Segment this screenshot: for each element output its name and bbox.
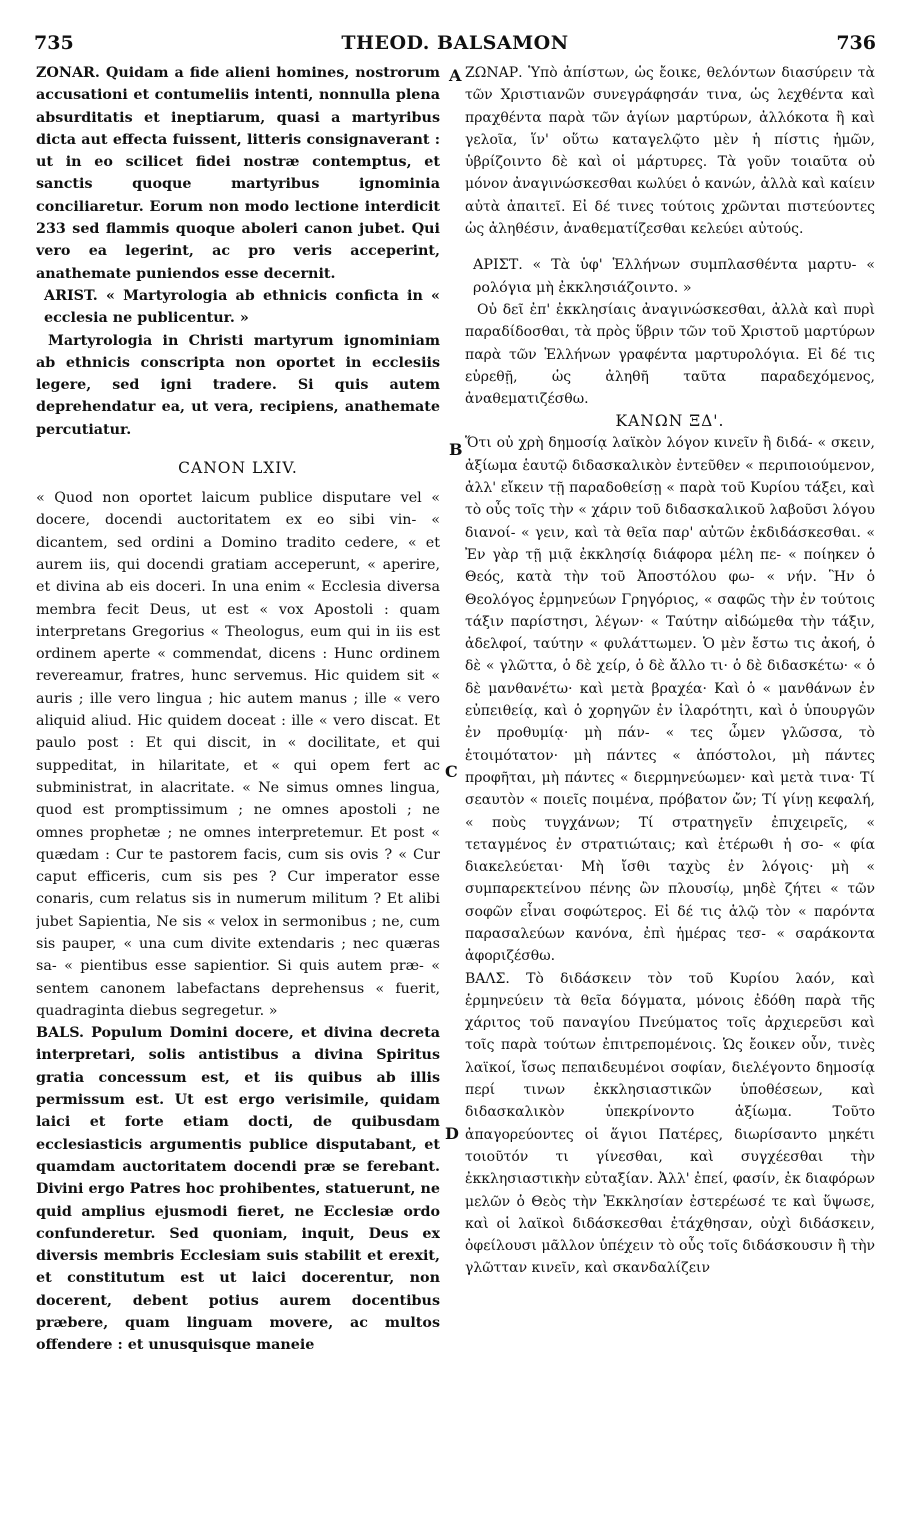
- page-number-left: 735: [34, 32, 74, 54]
- running-title: THEOD. BALSAMON: [341, 32, 569, 54]
- page-number-right: 736: [836, 32, 876, 54]
- latin-bals-commentary: BALS. Populum Domini docere, et divina decreta interpretari, solis antistibus a divina Spiritus gratia concessum est, et iis quibus ab illis permissum est. Ut est ergo verisimile, quidam laici et forte etiam docti, de quibusdam ecclesiasticis argumentis publice disputabant, et quamdam auctoritatem docendi præ se ferebant. Divini ergo Patres hoc prohibentes, statuerunt, ne quid amplius ejusmodi fieret, ne Ecclesiæ ordo confunderetur. Sed quoniam, inquit, Deus ex diversis membris Ecclesiam suis stabilit et erexit, et constitutum est ut laici docerentur, non docerent, debent potius aurem docentibus præbere, quam linguam movere, ac multos offendere : et unusquisque maneie: [36, 1025, 440, 1354]
- latin-canon-title: CANON LXIV.: [178, 459, 298, 478]
- greek-zonar-commentary: ΖΩΝΑΡ. Ὑπὸ ἀπίστων, ὡς ἔοικε, θελόντων διασύρειν τὰ τῶν Χριστιανῶν συνεγράφησάν τινα, ὡς λεχθέντα καὶ πραχθέντα παρὰ τῶν ἁγίων μαρτύρων, ἀλλόκοτα ἢ καὶ γελοῖα, ἵν' οὕτω καταγελῷτο μὲν ἡ πίστις ἡμῶν, ὑβρίζοιντο δὲ καὶ οἱ μάρτυρες. Τὰ γοῦν τοιαῦτα οὐ μόνον ἀναγινώσκεσθαι κωλύει ὁ κανών, ἀλλὰ καὶ καίειν αὐτὰ ἀπαιτεῖ. Εἰ δέ τινες τούτοις χρῶνται πιστεύοντες ὡς ἀληθέσιν, ἀναθεματίζεσθαι κελεύει αὐτούς.: [465, 65, 875, 238]
- greek-column: [465, 62, 875, 1532]
- greek-arist-heading: ΑΡΙΣΤ. « Τὰ ὑφ' Ἑλλήνων συμπλασθέντα μαρτυ- « ρολόγια μὴ ἐκκλησιάζοιντο. »: [473, 257, 875, 296]
- margin-letter-d: D: [445, 1124, 459, 1143]
- latin-zonar-commentary: ZONAR. Quidam a fide alieni homines, nostrorum accusationi et contumeliis intenti, nonnulla plena absurditatis et ineptiarum, quasi a martyribus dicta aut effecta fuissent, litteris consignaverant : ut in eo scilicet fidei nostræ contemptus, et sanctis quoque martyribus ignominia conciliaretur. Eorum non modo lectione interdicit 233 sed flammis quoque aboleri canon jubet. Qui vero ea legerint, ac pro veris acceperint, anathemate puniendos esse decernit.: [36, 65, 440, 282]
- margin-letter-a: A: [449, 66, 462, 85]
- greek-arist-text: Οὐ δεῖ ἐπ' ἐκκλησίαις ἀναγινώσκεσθαι, ἀλλὰ καὶ πυρὶ παραδίδοσθαι, τὰ πρὸς ὕβριν τῶν τοῦ Χριστοῦ μαρτύρων παρὰ τῶν Ἑλλήνων γραφέντα μαρτυρολόγια. Εἰ δέ τις εὑρεθῇ, ὡς ἀληθῆ ταῦτα παραδεχόμενος, ἀναθεματιζέσθω.: [465, 301, 875, 408]
- latin-canon-text: « Quod non oportet laicum publice disputare vel « docere, docendi auctoritatem ex eo sibi vin- « dicantem, sed ordini a Domino tradito cedere, « et aurem iis, qui docendi gratiam acceperunt, « aperire, et divina ab eis doceri. In una enim « Ecclesia diversa membra fecit Deus, ut est « vox Apostoli : quam interpretans Gregorius « Theologus, eum qui in iis est ordinem aperte « commendat, dicens : Hunc ordinem revereamur, fratres, hunc servemus. Hic quidem sit « auris ; ille vero lingua ; hic autem manus ; ille « vero aliquid aliud. Hic quidem doceat : ille « vero discat. Et paulo post : Et qui discit, in « docilitate, et qui suppeditat, in hilaritate, et « qui opem fert ac subministrat, in alacritate. « Ne simus omnes lingua, quod est promptissimum ; ne omnes apostoli ; ne omnes prophetæ ; ne omnes interpretemur. Et post « quædam : Cur te pastorem facis, cum sis ovis ? « Cur caput efficeris, cum sis pes ? Cur imperator esse conaris, cum relatus sis in numerum militum ? Et alibi jubet Sapientia, Ne sis « velox in sermonibus ; ne, cum sis pauper, « una cum divite extendaris ; nec quæras sa- « pientibus esse sapientior. Si quis autem præ- « sentem canonem labefactans deprehensus « fuerit, quadraginta diebus segregetur. »: [36, 490, 440, 1019]
- latin-arist-text: Martyrologia in Christi martyrum ignominiam ab ethnicis conscripta non oportet in ecclesiis legere, sed igni tradere. Si quis autem deprehendatur ea, ut vera, recipiens, anathemate percutiatur.: [36, 332, 440, 438]
- greek-canon-text: Ὅτι οὐ χρὴ δημοσίᾳ λαϊκὸν λόγον κινεῖν ἢ διδά- « σκειν, ἀξίωμα ἑαυτῷ διδασκαλικὸν ἐντεῦθεν « περιποιούμενον, ἀλλ' εἴκειν τῇ παραδοθείσῃ « παρὰ τοῦ Κυρίου τάξει, καὶ τὸ οὖς τοῖς τὴν « χάριν τοῦ διδασκαλικοῦ λαβοῦσι λόγου διανοί- « γειν, καὶ τὰ θεῖα παρ' αὐτῶν ἐκδιδάσκεσθαι. « Ἐν γὰρ τῇ μιᾷ ἐκκλησίᾳ διάφορα μέλη πε- « ποίηκεν ὁ Θεός, κατὰ τὴν τοῦ Ἀποστόλου φω- « νήν. Ἣν ὁ Θεολόγος ἑρμηνεύων Γρηγόριος, « σαφῶς τὴν ἐν τούτοις τάξιν παρίστησι, λέγων· « Ταύτην αἰδώμεθα τὴν τάξιν, ἀδελφοί, ταύτην « φυλάττωμεν. Ὁ μὲν ἔστω τις ἀκοή, ὁ δὲ « γλῶττα, ὁ δὲ χείρ, ὁ δὲ ἄλλο τι· ὁ δὲ διδασκέτω· « ὁ δὲ μανθανέτω· καὶ μετὰ βραχέα· Καὶ ὁ « μανθάνων ἐν εὐπειθείᾳ, καὶ ὁ χορηγῶν ἐν ἱλαρότητι, καὶ ὁ ὑπουργῶν ἐν προθυμίᾳ· μὴ πάν- « τες ὦμεν γλῶσσα, τὸ ἑτοιμότατον· μὴ πάντες « ἀπόστολοι, μὴ πάντες προφῆται, μὴ πάντες « διερμηνεύωμεν· καὶ μετὰ τινα· Τί σεαυτὸν « ποιεῖς ποιμένα, πρόβατον ὤν; Τί γίνῃ κεφαλή, « ποὺς τυγχάνων; Τί στρατηγεῖν ἐπιχειρεῖς, « τεταγμένος ἐν στρατιώταις; καὶ ἑτέρωθι ἡ σο- « φία διακελεύεται· Μὴ ἴσθι ταχὺς ἐν λόγοις· μὴ « συμπαρεκτείνου πένης ὢν πλουσίῳ, μηδὲ ζήτει « τῶν σοφῶν εἶναι σοφώτερος. Εἰ δέ τις ἁλῷ τὸν « παρόντα παρασαλεύων κανόνα, ἐπὶ ἡμέρας τεσ- « σαράκοντα ἀφοριζέσθω.: [465, 435, 875, 965]
- running-header: [34, 32, 876, 58]
- latin-arist-heading: ARIST. « Martyrologia ab ethnicis conficta in « ecclesia ne publicentur. »: [44, 287, 440, 327]
- margin-letter-b: B: [449, 440, 463, 459]
- margin-letter-c: C: [445, 762, 458, 781]
- greek-canon-title: ΚΑΝΩΝ ΞΔ'.: [615, 412, 725, 431]
- latin-column: [36, 62, 440, 1532]
- greek-bals-commentary: ΒΑΛΣ. Τὸ διδάσκειν τὸν τοῦ Κυρίου λαόν, καὶ ἑρμηνεύειν τὰ θεῖα δόγματα, μόνοις ἐδόθη παρὰ τῆς χάριτος τοῦ παναγίου Πνεύματος τοῖς ἀρχιερεῦσι καὶ τοῖς παρὰ τούτων ἐπιτρεπομένοις. Ὡς ἔοικεν οὖν, τινὲς λαϊκοί, ἴσως πεπαιδευμένοι σοφίαν, διελέγοντο δημοσίᾳ περί τινων ἐκκλησιαστικῶν ὑποθέσεων, καὶ διδασκαλικὸν ὑπεκρίνοντο ἀξίωμα. Τοῦτο ἀπαγορεύοντες οἱ ἅγιοι Πατέρες, διωρίσαντο μηκέτι τοιοῦτόν τι γίνεσθαι, καὶ συγχέεσθαι τὴν ἐκκλησιαστικὴν εὐταξίαν. Ἀλλ' ἐπεί, φασίν, ἐκ διαφόρων μελῶν ὁ Θεὸς τὴν Ἐκκλησίαν ἐστερέωσέ τε καὶ ὕψωσε, καὶ οἱ λαϊκοὶ διδάσκεσθαι ἐτάχθησαν, οὐχὶ διδάσκειν, ὀφείλουσι μᾶλλον ὑπέχειν τὸ οὖς τοῖς διδάσκουσιν ἢ τὴν γλῶτταν κινεῖν, καὶ σκανδαλίζειν: [465, 970, 875, 1277]
